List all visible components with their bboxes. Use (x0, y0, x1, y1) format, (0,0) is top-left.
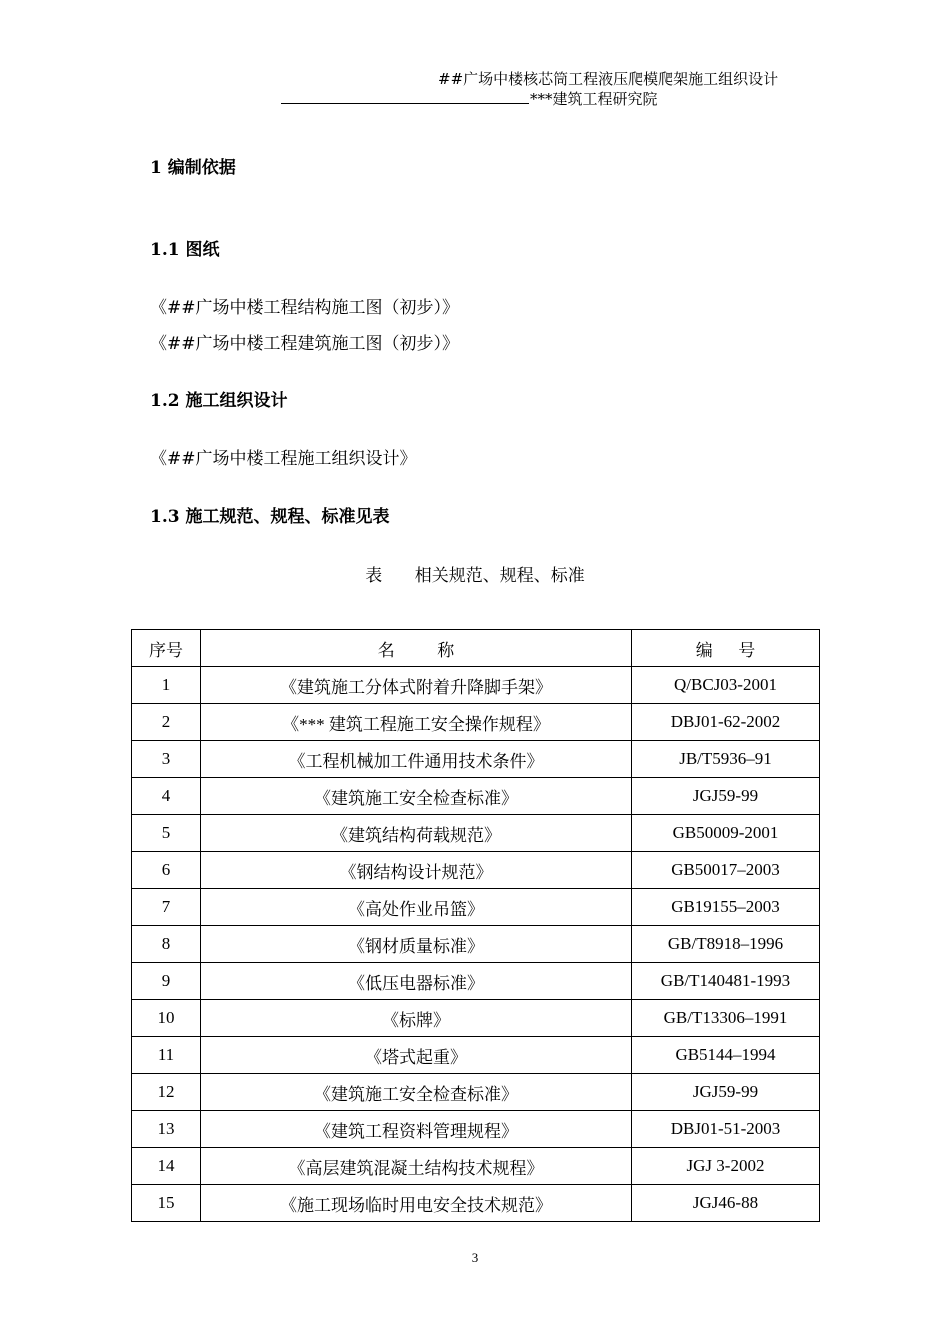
row-number-cell: 10 (132, 1000, 201, 1037)
table-row (132, 667, 820, 704)
table-row (132, 963, 820, 1000)
standard-name-cell: 《标牌》 (201, 1000, 632, 1037)
header-cell-number: 序号 (132, 630, 201, 667)
standard-code-cell: GB50017–2003 (632, 852, 820, 889)
header-rule (281, 103, 529, 104)
page-number: 3 (471, 1250, 479, 1265)
standard-code-cell: GB50009-2001 (632, 815, 820, 852)
standard-name-cell: 《工程机械加工件通用技术条件》 (201, 741, 632, 778)
table-row (132, 1185, 820, 1222)
standard-name-cell: 《高处作业吊篮》 (201, 889, 632, 926)
section-heading-1-2: 1.2 施工组织设计 (150, 391, 288, 411)
row-number-cell: 15 (132, 1185, 201, 1222)
standard-code-cell: JGJ59-99 (632, 778, 820, 815)
standard-code-cell: JGJ46-88 (632, 1185, 820, 1222)
standards-table (131, 629, 820, 1222)
header-org: ***建筑工程研究院 (530, 90, 658, 108)
row-number-cell: 11 (132, 1037, 201, 1074)
standard-code-cell: Q/BCJ03-2001 (632, 667, 820, 704)
standard-code-cell: GB/T13306–1991 (632, 1000, 820, 1037)
table-caption: 表 相关规范、规程、标准 (365, 566, 585, 586)
row-number-cell: 1 (132, 667, 201, 704)
table-row (132, 1074, 820, 1111)
table-row (132, 926, 820, 963)
standard-name-cell: 《高层建筑混凝土结构技术规程》 (201, 1148, 632, 1185)
table-row (132, 778, 820, 815)
row-number-cell: 6 (132, 852, 201, 889)
standard-code-cell: DBJ01-62-2002 (632, 704, 820, 741)
standard-name-cell: 《建筑结构荷载规范》 (201, 815, 632, 852)
section-heading-1: 1 编制依据 (150, 158, 236, 178)
standard-code-cell: JGJ59-99 (632, 1074, 820, 1111)
row-number-cell: 13 (132, 1111, 201, 1148)
row-number-cell: 14 (132, 1148, 201, 1185)
row-number-cell: 2 (132, 704, 201, 741)
section-heading-1-3: 1.3 施工规范、规程、标准见表 (150, 507, 390, 527)
table-row (132, 852, 820, 889)
row-number-cell: 4 (132, 778, 201, 815)
row-number-cell: 5 (132, 815, 201, 852)
standard-code-cell: JGJ 3-2002 (632, 1148, 820, 1185)
standard-name-cell: 《钢结构设计规范》 (201, 852, 632, 889)
drawing-item-1: 《##广场中楼工程结构施工图（初步）》 (150, 298, 459, 318)
standard-code-cell: GB/T140481-1993 (632, 963, 820, 1000)
drawing-item-2: 《##广场中楼工程建筑施工图（初步）》 (150, 334, 459, 354)
standard-code-cell: JB/T5936–91 (632, 741, 820, 778)
standard-name-cell: 《建筑工程资料管理规程》 (201, 1111, 632, 1148)
row-number-cell: 9 (132, 963, 201, 1000)
table-row (132, 1037, 820, 1074)
standard-code-cell: GB19155–2003 (632, 889, 820, 926)
standard-name-cell: 《塔式起重》 (201, 1037, 632, 1074)
table-row (132, 889, 820, 926)
standard-code-cell: GB5144–1994 (632, 1037, 820, 1074)
standard-name-cell: 《施工现场临时用电安全技术规范》 (201, 1185, 632, 1222)
standard-name-cell: 《建筑施工安全检查标准》 (201, 778, 632, 815)
standard-code-cell: GB/T8918–1996 (632, 926, 820, 963)
standard-name-cell: 《建筑施工安全检查标准》 (201, 1074, 632, 1111)
header-cell-name: 名 称 (201, 630, 632, 667)
standard-name-cell: 《*** 建筑工程施工安全操作规程》 (201, 704, 632, 741)
row-number-cell: 3 (132, 741, 201, 778)
header-cell-code: 编 号 (632, 630, 820, 667)
standard-name-cell: 《建筑施工分体式附着升降脚手架》 (201, 667, 632, 704)
table-header-row (132, 630, 820, 667)
section-heading-1-1: 1.1 图纸 (150, 240, 220, 260)
row-number-cell: 7 (132, 889, 201, 926)
standard-code-cell: DBJ01-51-2003 (632, 1111, 820, 1148)
header-title: ##广场中楼核芯筒工程液压爬模爬架施工组织设计 (438, 70, 779, 88)
table-row (132, 1148, 820, 1185)
standard-name-cell: 《低压电器标准》 (201, 963, 632, 1000)
row-number-cell: 8 (132, 926, 201, 963)
table-row (132, 1111, 820, 1148)
table-row (132, 815, 820, 852)
row-number-cell: 12 (132, 1074, 201, 1111)
table-row (132, 741, 820, 778)
design-item-1: 《##广场中楼工程施工组织设计》 (150, 449, 417, 469)
standard-name-cell: 《钢材质量标准》 (201, 926, 632, 963)
table-row (132, 1000, 820, 1037)
table-row (132, 704, 820, 741)
